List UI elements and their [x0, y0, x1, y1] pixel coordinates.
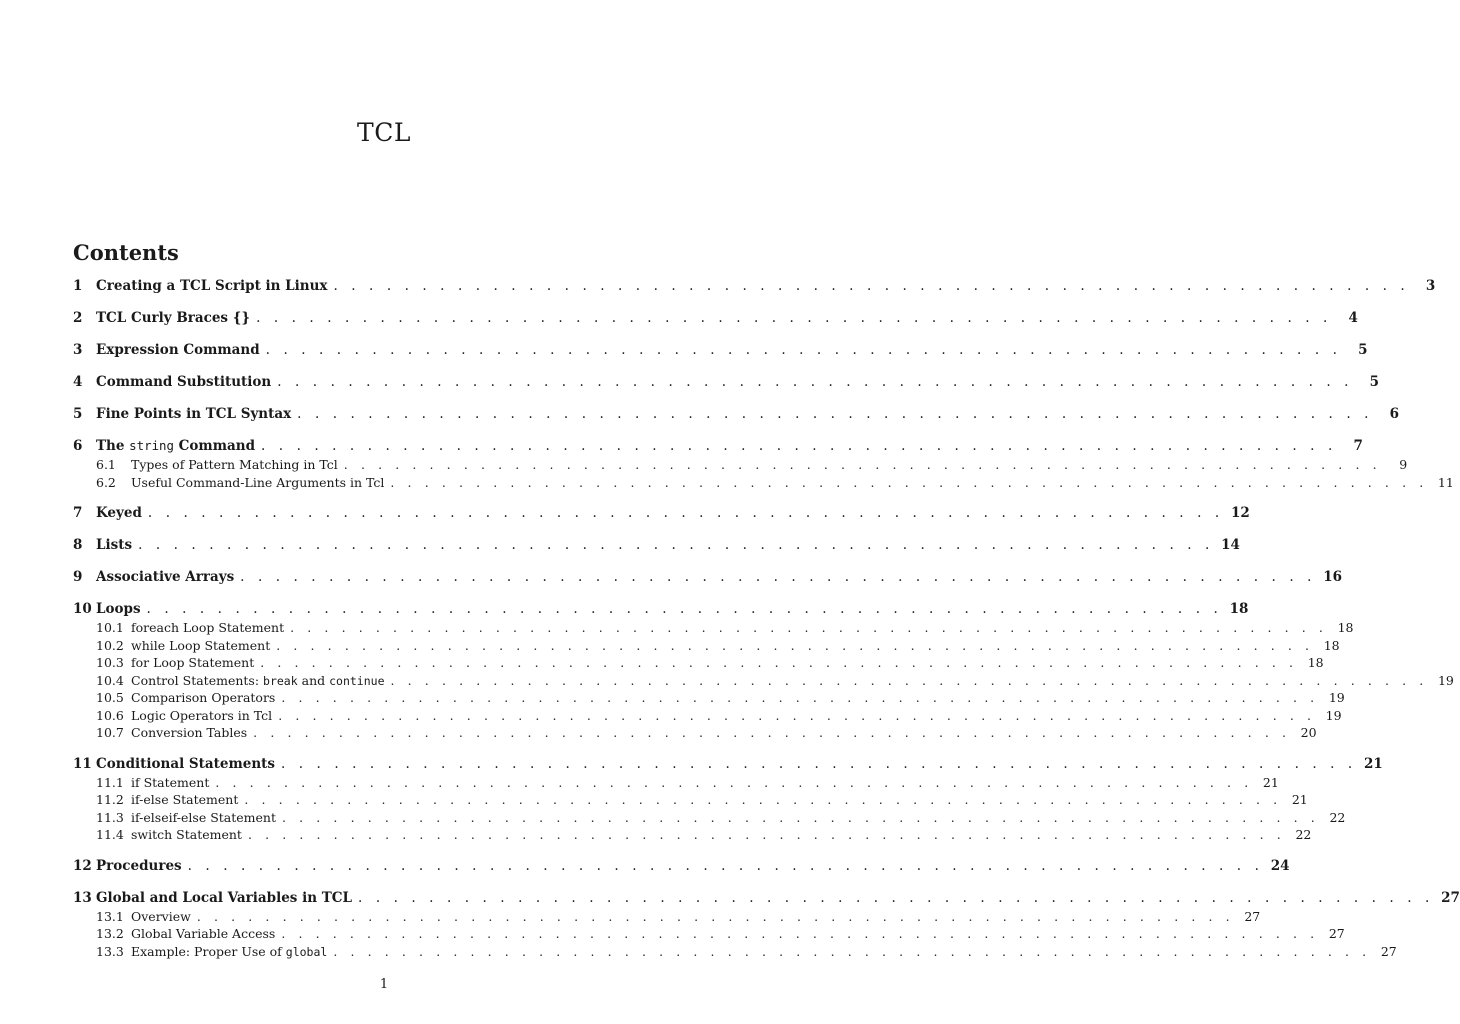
- toc-number: 5: [73, 406, 83, 422]
- toc-section[interactable]: [73, 567, 1343, 587]
- toc-title[interactable]: [131, 457, 344, 472]
- toc-page-number: 21: [1262, 774, 1279, 790]
- toc-title-text: Procedures: [96, 857, 182, 874]
- document-title: TCL: [357, 118, 411, 147]
- toc-title-text: TCL Curly Braces {}: [96, 310, 251, 326]
- toc-page-number: 14: [1221, 537, 1240, 553]
- dot-leader: . . . . . . . . . . . . . . . . . . . . . . . . . . . . . . . . . . . . . . . . . . . . . . . . . . . . . . . . . . . . .: [333, 943, 1371, 959]
- toc-number: 12: [73, 857, 92, 874]
- toc-title-code: string: [129, 438, 174, 453]
- toc-title-text: Overview: [131, 908, 191, 924]
- toc-title-text: Lists: [96, 537, 133, 553]
- toc-page-number: 12: [1230, 505, 1250, 521]
- toc-title-text: Expression Command: [96, 342, 260, 358]
- toc-number: 13.2: [96, 926, 124, 942]
- toc-subsection-list: [73, 456, 1454, 491]
- toc-page-number: 27: [1244, 908, 1261, 924]
- toc-number: 11.2: [96, 792, 124, 808]
- toc-title-text: for Loop Statement: [131, 655, 255, 671]
- toc-title[interactable]: [96, 537, 138, 553]
- toc-subsection[interactable]: [73, 943, 1397, 961]
- toc-title-text: Useful Command-Line Arguments in Tcl: [131, 474, 385, 490]
- toc-number: 11.1: [96, 774, 124, 790]
- dot-leader: . . . . . . . . . . . . . . . . . . . . . . . . . . . . . . . . . . . . . . . . . . . . . . . . . . . . . . . . . . . . .: [244, 792, 1282, 808]
- toc-number: 10.5: [96, 690, 124, 706]
- dot-leader: . . . . . . . . . . . . . . . . . . . . . . . . . . . . . . . . . . . . . . . . . . . . . . . . . . . . . . . . . . . . .: [147, 505, 1224, 521]
- toc-section[interactable]: [73, 340, 1368, 360]
- page-number: 1: [379, 977, 389, 992]
- dot-leader: . . . . . . . . . . . . . . . . . . . . . . . . . . . . . . . . . . . . . . . . . . . . . . . . . . . . . . . . . . . . .: [358, 889, 1434, 906]
- toc-number: 10.6: [96, 707, 124, 723]
- toc-title-text: switch Statement: [131, 827, 242, 843]
- toc-page-number: 5: [1369, 374, 1380, 390]
- toc-subsection[interactable]: [73, 809, 1346, 827]
- toc-title[interactable]: [131, 708, 278, 723]
- toc-number: 3: [73, 342, 83, 358]
- dot-leader: . . . . . . . . . . . . . . . . . . . . . . . . . . . . . . . . . . . . . . . . . . . . . . . . . . . . . . . . . . . . .: [278, 707, 1316, 723]
- toc-page-number: 20: [1300, 725, 1317, 741]
- toc-page-number: 18: [1337, 620, 1354, 636]
- toc-number: 10.7: [96, 725, 124, 741]
- toc-subsection[interactable]: [73, 826, 1312, 844]
- toc-section[interactable]: [73, 535, 1240, 555]
- toc-number: 13.1: [96, 908, 124, 924]
- dot-leader: . . . . . . . . . . . . . . . . . . . . . . . . . . . . . . . . . . . . . . . . . . . . . . . . . . . . . . . . . . . . .: [265, 342, 1342, 358]
- toc-page-number: 21: [1291, 792, 1308, 808]
- dot-leader: . . . . . . . . . . . . . . . . . . . . . . . . . . . . . . . . . . . . . . . . . . . . . . . . . . . . . . . . . . . . .: [343, 457, 1382, 473]
- dot-leader: . . . . . . . . . . . . . . . . . . . . . . . . . . . . . . . . . . . . . . . . . . . . . . . . . . . . . . . . . . . . .: [333, 278, 1410, 294]
- toc-number: 10: [73, 601, 92, 617]
- toc-title-text: if Statement: [131, 774, 210, 790]
- contents-heading: Contents: [73, 240, 179, 265]
- toc-title[interactable]: [131, 690, 281, 705]
- toc-title-text: Global Variable Access: [131, 926, 276, 942]
- dot-leader: . . . . . . . . . . . . . . . . . . . . . . . . . . . . . . . . . . . . . . . . . . . . . . . . . . . . . . . . . . . . .: [280, 755, 1357, 772]
- toc-title-text: and: [297, 672, 330, 688]
- toc-title-text: Command Substitution: [96, 374, 272, 390]
- toc-title[interactable]: [96, 278, 333, 294]
- toc-page-number: 27: [1328, 926, 1345, 942]
- dot-leader: . . . . . . . . . . . . . . . . . . . . . . . . . . . . . . . . . . . . . . . . . . . . . . . . . . . . . . . . . . . . .: [260, 655, 1298, 671]
- toc-title-code: continue: [329, 673, 385, 688]
- toc-title[interactable]: [131, 909, 197, 924]
- toc-title[interactable]: [96, 505, 148, 521]
- dot-leader: . . . . . . . . . . . . . . . . . . . . . . . . . . . . . . . . . . . . . . . . . . . . . . . . . . . . . . . . . . . . .: [187, 857, 1264, 874]
- toc-subsection[interactable]: [73, 672, 1454, 690]
- toc-page-number: 19: [1325, 707, 1342, 723]
- toc-subsection[interactable]: [73, 908, 1261, 926]
- toc-page-number: 19: [1437, 672, 1454, 688]
- toc-page-number: 9: [1399, 457, 1408, 473]
- toc-title-text: Types of Pattern Matching in Tcl: [131, 457, 338, 473]
- toc-page-number: 27: [1441, 889, 1460, 906]
- toc-subsection-list: [73, 774, 1346, 844]
- toc-title-text: Control Statements:: [131, 672, 264, 688]
- table-of-contents: [73, 276, 1460, 972]
- toc-subsection[interactable]: [73, 925, 1345, 943]
- toc-section[interactable]: [73, 856, 1290, 876]
- toc-page-number: 22: [1295, 827, 1312, 843]
- toc-title-text: Associative Arrays: [96, 569, 235, 585]
- toc-title[interactable]: [131, 810, 282, 825]
- toc-title[interactable]: [96, 342, 266, 358]
- toc-title-text: Fine Points in TCL Syntax: [96, 406, 292, 422]
- toc-page-number: 7: [1353, 438, 1363, 454]
- toc-subsection[interactable]: [73, 637, 1340, 655]
- toc-title[interactable]: [96, 756, 281, 772]
- toc-title[interactable]: [131, 638, 276, 653]
- toc-page-number: 18: [1229, 601, 1249, 617]
- toc-subsection[interactable]: [73, 791, 1308, 809]
- dot-leader: . . . . . . . . . . . . . . . . . . . . . . . . . . . . . . . . . . . . . . . . . . . . . . . . . . . . . . . . . . . . .: [281, 926, 1319, 942]
- toc-number: 11.4: [96, 827, 124, 843]
- toc-title-text: Loops: [96, 601, 141, 617]
- toc-number: 10.2: [96, 637, 124, 653]
- toc-title-text: while Loop Statement: [131, 637, 271, 653]
- dot-leader: . . . . . . . . . . . . . . . . . . . . . . . . . . . . . . . . . . . . . . . . . . . . . . . . . . . . . . . . . . . . .: [281, 809, 1320, 825]
- toc-subsection-list: [73, 619, 1454, 742]
- dot-leader: . . . . . . . . . . . . . . . . . . . . . . . . . . . . . . . . . . . . . . . . . . . . . . . . . . . . . . . . . . . . .: [138, 537, 1214, 553]
- toc-title-text: if-elseif-else Statement: [131, 809, 276, 825]
- toc-title-text: if-else Statement: [131, 792, 239, 808]
- toc-title[interactable]: [131, 673, 391, 688]
- dot-leader: . . . . . . . . . . . . . . . . . . . . . . . . . . . . . . . . . . . . . . . . . . . . . . . . . . . . . . . . . . . . .: [247, 827, 1286, 843]
- toc-title-text: Conversion Tables: [131, 725, 248, 741]
- toc-number: 2: [73, 310, 83, 326]
- dot-leader: . . . . . . . . . . . . . . . . . . . . . . . . . . . . . . . . . . . . . . . . . . . . . . . . . . . . . . . . . . . . .: [276, 637, 1314, 653]
- toc-title[interactable]: [131, 655, 260, 670]
- dot-leader: . . . . . . . . . . . . . . . . . . . . . . . . . . . . . . . . . . . . . . . . . . . . . . . . . . . . . . . . . . . . .: [240, 569, 1317, 585]
- toc-section[interactable]: [73, 308, 1358, 328]
- toc-number: 8: [73, 537, 83, 553]
- dot-leader: . . . . . . . . . . . . . . . . . . . . . . . . . . . . . . . . . . . . . . . . . . . . . . . . . . . . . . . . . . . . .: [297, 406, 1374, 422]
- dot-leader: . . . . . . . . . . . . . . . . . . . . . . . . . . . . . . . . . . . . . . . . . . . . . . . . . . . . . . . . . . . . .: [256, 310, 1332, 326]
- dot-leader: . . . . . . . . . . . . . . . . . . . . . . . . . . . . . . . . . . . . . . . . . . . . . . . . . . . . . . . . . . . . .: [196, 908, 1235, 924]
- toc-title-text: The: [96, 438, 130, 454]
- dot-leader: . . . . . . . . . . . . . . . . . . . . . . . . . . . . . . . . . . . . . . . . . . . . . . . . . . . . . . . . . . . . .: [253, 725, 1291, 741]
- toc-title[interactable]: [131, 620, 290, 635]
- toc-title[interactable]: [131, 926, 281, 941]
- toc-number: 10.3: [96, 655, 124, 671]
- toc-title[interactable]: [131, 792, 244, 807]
- toc-title[interactable]: [96, 858, 188, 874]
- toc-page-number: 16: [1323, 569, 1343, 585]
- toc-subsection[interactable]: [73, 619, 1354, 637]
- toc-page-number: 11: [1437, 474, 1454, 490]
- toc-title-code: global: [285, 944, 328, 959]
- toc-title-text: Conditional Statements: [96, 755, 275, 772]
- toc-subsection[interactable]: [73, 689, 1345, 707]
- dot-leader: . . . . . . . . . . . . . . . . . . . . . . . . . . . . . . . . . . . . . . . . . . . . . . . . . . . . . . . . . . . . .: [290, 620, 1328, 636]
- toc-page-number: 27: [1380, 943, 1397, 959]
- toc-subsection[interactable]: [73, 654, 1324, 672]
- toc-subsection[interactable]: [73, 774, 1279, 792]
- toc-subsection[interactable]: [73, 474, 1454, 492]
- dot-leader: . . . . . . . . . . . . . . . . . . . . . . . . . . . . . . . . . . . . . . . . . . . . . . . . . . . . . . . . . . . . .: [281, 690, 1319, 706]
- toc-title[interactable]: [96, 310, 256, 326]
- toc-title-text: Logic Operators in Tcl: [131, 707, 273, 723]
- toc-title-text: Example: Proper Use of: [131, 943, 286, 959]
- toc-page-number: 19: [1328, 690, 1345, 706]
- toc-section[interactable]: [73, 436, 1363, 456]
- toc-title[interactable]: [131, 944, 333, 959]
- toc-title-text: foreach Loop Statement: [131, 620, 285, 636]
- dot-leader: . . . . . . . . . . . . . . . . . . . . . . . . . . . . . . . . . . . . . . . . . . . . . . . . . . . . . . . . . . . . .: [146, 601, 1223, 617]
- toc-page-number: 21: [1364, 755, 1383, 772]
- dot-leader: . . . . . . . . . . . . . . . . . . . . . . . . . . . . . . . . . . . . . . . . . . . . . . . . . . . . . . . . . . . . .: [261, 438, 1337, 454]
- toc-title-text: Keyed: [96, 505, 142, 521]
- dot-leader: . . . . . . . . . . . . . . . . . . . . . . . . . . . . . . . . . . . . . . . . . . . . . . . . . . . . . . . . . . . . .: [215, 774, 1253, 790]
- toc-section[interactable]: [73, 276, 1436, 296]
- toc-number: 10.4: [96, 672, 124, 688]
- toc-title-text: Comparison Operators: [131, 690, 276, 706]
- toc-section[interactable]: [73, 888, 1460, 908]
- dot-leader: . . . . . . . . . . . . . . . . . . . . . . . . . . . . . . . . . . . . . . . . . . . . . . . . . . . . . . . . . . . . .: [390, 474, 1428, 490]
- toc-section[interactable]: [73, 372, 1380, 392]
- toc-section[interactable]: [73, 404, 1400, 424]
- toc-title[interactable]: [131, 775, 215, 790]
- toc-subsection[interactable]: [73, 456, 1408, 474]
- toc-number: 9: [73, 569, 83, 585]
- toc-title[interactable]: [131, 827, 248, 842]
- toc-page-number: 5: [1358, 342, 1368, 358]
- dot-leader: . . . . . . . . . . . . . . . . . . . . . . . . . . . . . . . . . . . . . . . . . . . . . . . . . . . . . . . . . . . . .: [277, 374, 1354, 390]
- toc-number: 6.1: [96, 457, 116, 473]
- toc-title[interactable]: [131, 475, 390, 490]
- toc-title[interactable]: [96, 406, 297, 422]
- toc-page-number: 24: [1270, 857, 1290, 874]
- toc-title[interactable]: [96, 890, 358, 906]
- toc-number: 6.2: [96, 474, 116, 490]
- toc-page-number: 4: [1348, 310, 1358, 326]
- toc-number: 11: [73, 755, 92, 772]
- toc-page-number: 22: [1329, 809, 1346, 825]
- toc-section[interactable]: [73, 503, 1250, 523]
- toc-title[interactable]: [96, 569, 240, 585]
- toc-subsection-list: [73, 908, 1397, 961]
- toc-number: 1: [73, 278, 83, 294]
- toc-title[interactable]: [96, 601, 147, 617]
- toc-page-number: 18: [1323, 637, 1340, 653]
- dot-leader: . . . . . . . . . . . . . . . . . . . . . . . . . . . . . . . . . . . . . . . . . . . . . . . . . . . . . . . . . . . . .: [390, 672, 1428, 688]
- toc-number: 7: [73, 505, 83, 521]
- toc-title-text: Command: [173, 438, 256, 454]
- toc-subsection[interactable]: [73, 707, 1342, 725]
- toc-subsection[interactable]: [73, 724, 1317, 742]
- toc-title[interactable]: [96, 438, 261, 454]
- toc-page-number: 18: [1307, 655, 1324, 671]
- toc-title-code: break: [263, 673, 298, 688]
- toc-title[interactable]: [131, 725, 253, 740]
- toc-number: 13: [73, 889, 92, 906]
- toc-title[interactable]: [96, 374, 277, 390]
- toc-number: 11.3: [96, 809, 124, 825]
- toc-number: 4: [73, 374, 83, 390]
- toc-section[interactable]: [73, 599, 1249, 619]
- toc-page-number: 3: [1425, 278, 1436, 294]
- toc-number: 10.1: [96, 620, 124, 636]
- toc-title-text: Global and Local Variables in TCL: [96, 889, 353, 906]
- toc-section[interactable]: [73, 754, 1383, 774]
- toc-page-number: 6: [1389, 406, 1400, 422]
- toc-number: 6: [73, 438, 83, 454]
- toc-number: 13.3: [96, 943, 124, 959]
- toc-title-text: Creating a TCL Script in Linux: [96, 278, 328, 294]
